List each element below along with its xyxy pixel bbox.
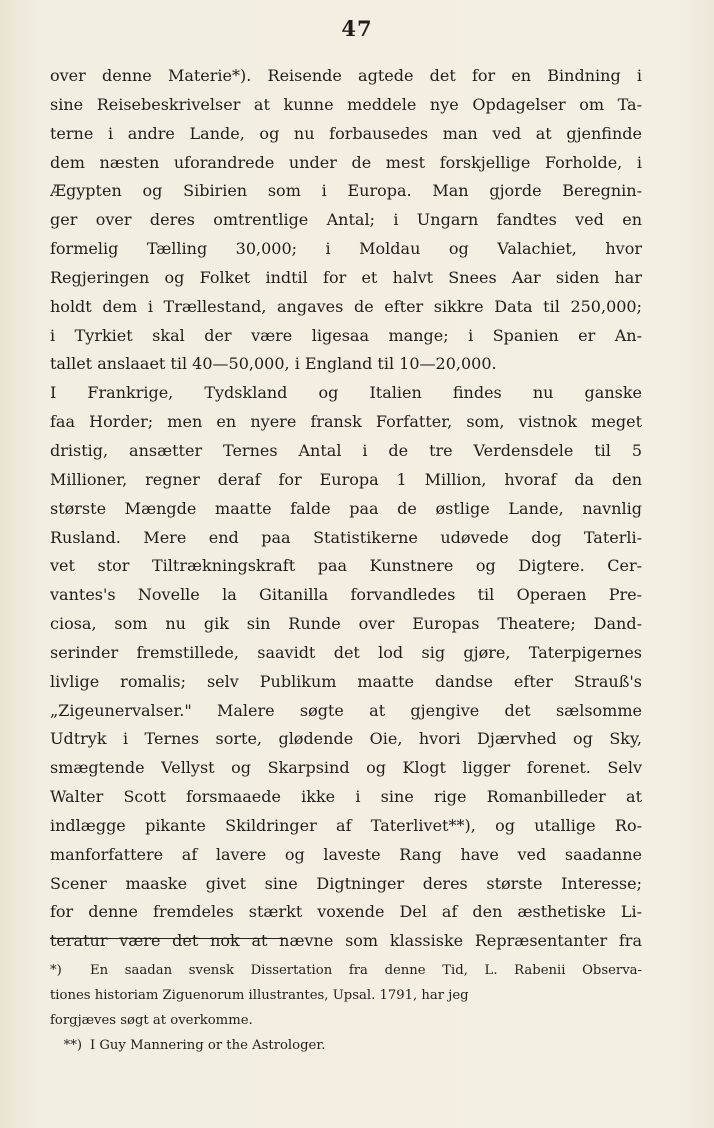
text-line: dristig, ansætter Ternes Antal i de tre Verdensdele til 5 [50,440,642,460]
text-line: manforfattere af lavere og laveste Rang have ved saadanne [50,844,642,864]
footnote-text: forgjæves søgt at overkomme. [50,1013,253,1028]
text-line: serinder fremstillede, saavidt det lod sig gjøre, Taterpigernes [50,642,642,662]
text-line: Regjeringen og Folket indtil for et halvt Snees Aar siden har [50,267,642,287]
text-line: Rusland. Mere end paa Statistikerne udøvede dog Taterli- [50,527,642,547]
footnotes [50,958,642,1058]
text-line: Millioner, regner deraf for Europa 1 Million, hvoraf da den [50,469,642,489]
text-line: i Tyrkiet skal der være ligesaa mange; i Spanien er An- [50,325,642,345]
page-number: 47 [341,16,373,41]
footnote-rule [50,938,286,939]
text-line: terne i andre Lande, og nu forbausedes man ved at gjenfinde [50,123,642,143]
text-line: Udtryk i Ternes sorte, glødende Oie, hvori Djærvhed og Sky, [50,729,642,749]
text-line: største Mængde maatte falde paa de østlige Lande, navnlig [50,498,642,518]
text-line: smægtende Vellyst og Skarpsind og Klogt ligger forenet. Selv [50,758,642,778]
footnote-line [50,983,642,1008]
text-line: over denne Materie*). Reisende agtede det for en Bindning i [50,66,642,85]
footnote-line [50,1008,642,1033]
text-line: livlige romalis; selv Publikum maatte dandse efter Strauß's [50,671,642,691]
text-line: sine Reisebeskrivelser at kunne meddele nye Opdagelser om Ta- [50,94,642,114]
text-line: dem næsten uforandrede under de mest forskjellige Forholde, i [50,152,642,172]
text-line: Ægypten og Sibirien som i Europa. Man gjorde Beregnin- [50,181,642,201]
text-line: Scener maaske givet sine Digtninger deres største Interesse; [50,873,642,893]
footnote-line [50,958,642,983]
footnote-text: En saadan svensk Dissertation fra denne Tid, L. Rabenii Observa- [90,963,642,978]
text-line: for denne fremdeles stærkt voxende Del af den æsthetiske Li- [50,902,642,922]
footnote-line [50,1033,642,1058]
footnote-mark: **) [63,1038,82,1053]
text-line: faa Horder; men en nyere fransk Forfatter, som, vistnok meget [50,412,642,432]
text-line: teratur være det nok at nævne som klassiske Repræsentanter fra [50,931,642,951]
text-line: „Zigeunervalser." Malere søgte at gjengive det sælsomme [50,700,642,720]
text-line: vantes's Novelle la Gitanilla forvandledes til Operaen Pre- [50,585,642,605]
body-text [50,62,642,956]
text-line: formelig Tælling 30,000; i Moldau og Valachiet, hvor [50,239,642,259]
text-line: holdt dem i Trællestand, angaves de efter sikkre Data til 250,000; [50,296,642,316]
text-line: indlægge pikante Skildringer af Taterlivet**), og utallige Ro- [50,815,642,835]
text-line: Walter Scott forsmaaede ikke i sine rige Romanbilleder at [50,787,642,807]
text-line: ciosa, som nu gik sin Runde over Europas Theatere; Dand- [50,614,642,634]
footnote-text: tiones historiam Ziguenorum illustrantes, Upsal. 1791, har jeg [50,988,469,1003]
text-line: tallet anslaaet til 40—50,000, i England til 10—20,000. [50,354,497,374]
footnote-mark: *) [50,963,62,978]
text-line: vet stor Tiltrækningskraft paa Kunstnere og Digtere. Cer- [50,556,642,576]
text-line: ger over deres omtrentlige Antal; i Ungarn fandtes ved en [50,210,642,230]
footnote-text: I Guy Mannering or the Astrologer. [90,1038,326,1053]
text-line: I Frankrige, Tydskland og Italien findes nu ganske [50,383,642,403]
